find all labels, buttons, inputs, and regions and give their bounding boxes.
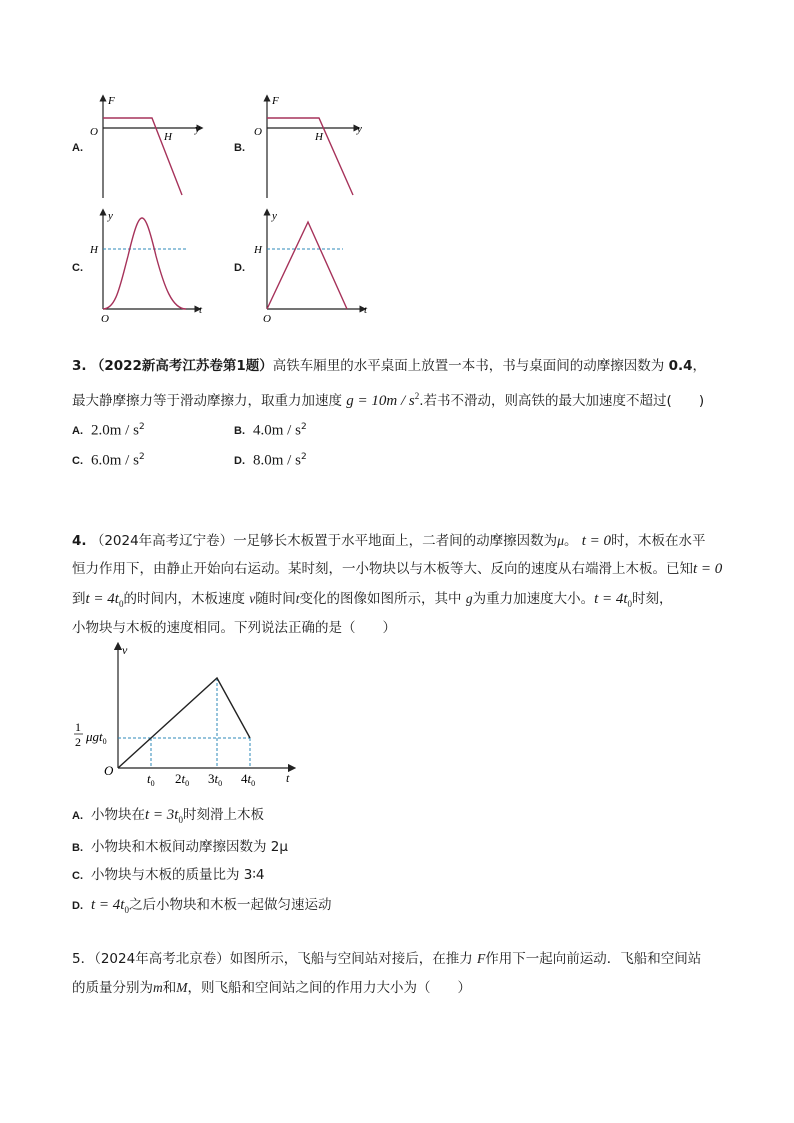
origin-label: O [254, 126, 262, 138]
v-axis-label: v [122, 643, 128, 657]
q5-number: 5． [72, 951, 95, 967]
q3-text-2: 最大静摩擦力等于滑动摩擦力，取重力加速度 [72, 393, 342, 409]
axis-label-y: y [272, 210, 277, 222]
option-b-label[interactable]: B. [234, 142, 245, 154]
graph-option-a [88, 90, 218, 200]
origin-label: O [263, 313, 271, 324]
force-curve [267, 118, 353, 195]
y-tick-frac-den: 2 [75, 735, 81, 749]
q4-line-2: 恒力作用下，由静止开始向右运动。某时刻，一小物块以与木板等大、反向的速度从右端滑上木板。已知t = 0 [72, 561, 723, 577]
axis-label-y: y [195, 123, 200, 135]
q3-text-3: .若书不滑动，则高铁的最大加速度不超过( ) [419, 393, 705, 409]
q3-line-2 [72, 382, 704, 416]
q5-line-1: 5．（2024年高考北京卷）如图所示，飞船与空间站对接后，在推力 F作用下一起向前运动．飞船和空间站 [72, 951, 702, 967]
position-curve [103, 218, 186, 309]
q4-number: 4. [72, 533, 87, 549]
option-d-label[interactable]: D. [234, 262, 245, 274]
q4-option-a[interactable]: A. 小物块在$t = 3t_0$时刻滑上木板 [72, 807, 264, 825]
origin-label: O [104, 763, 114, 778]
q4-source: （2024年高考辽宁卷） [90, 533, 234, 549]
q3-option-c[interactable]: C. $6.0m / s^2$ [72, 452, 145, 469]
height-h-label: H [90, 244, 98, 256]
origin-label: O [101, 313, 109, 324]
axis-label-t: t [199, 304, 203, 316]
q4-option-b[interactable]: B. 小物块和木板间动摩擦因数为 2μ [72, 839, 288, 855]
x-tick-label-2: $2t_0$ [175, 771, 190, 788]
x-tick-label-1: $t_0$ [147, 771, 155, 788]
axis-label-f: F [108, 95, 115, 107]
axis-label-y: y [357, 123, 362, 135]
q4-line-4: 小物块与木板的速度相同。下列说法正确的是（ ） [72, 620, 396, 636]
q3-number: 3. [72, 358, 87, 374]
x-tick-label-4: $4t_0$ [241, 771, 256, 788]
force-curve [103, 118, 182, 195]
axis-label-t: t [364, 304, 368, 316]
q3-option-a[interactable]: A. $2.0m / s^2$ [72, 422, 145, 439]
position-curve [267, 222, 347, 309]
option-c-label[interactable]: C. [72, 262, 83, 274]
velocity-time-chart [70, 640, 310, 790]
q3-line-1: 3. （2022新高考江苏卷第1题）高铁车厢里的水平桌面上放置一本书，书与桌面间的动摩擦因数为 0.4， [72, 358, 707, 374]
q4-option-c[interactable]: C. 小物块与木板的质量比为 3∶4 [72, 867, 265, 883]
q3-text-1: 高铁车厢里的水平桌面上放置一本书，书与桌面间的动摩擦因数为 [272, 358, 665, 374]
y-tick-label: μgt$_0$ [86, 729, 107, 746]
axis-label-y: y [108, 210, 113, 222]
origin-label: O [90, 126, 98, 138]
point-h-label: H [315, 131, 323, 143]
x-tick-label-3: $3t_0$ [208, 771, 223, 788]
q3-source: （2022新高考江苏卷第1题） [90, 358, 273, 374]
graph-option-d [253, 206, 383, 324]
q3-option-d[interactable]: D. $8.0m / s^2$ [234, 452, 307, 469]
graph-option-c [88, 206, 218, 324]
q3-g-expr: $g = 10m / s^2$ [346, 391, 420, 409]
point-h-label: H [164, 131, 172, 143]
q4-option-d[interactable]: D. $t = 4t_0$之后小物块和木板一起做匀速运动 [72, 897, 332, 915]
t-axis-label: t [286, 771, 290, 785]
q5-line-2: 的质量分别为m和M，则飞船和空间站之间的作用力大小为（ ） [72, 980, 471, 996]
q4-line-3: 到$t = 4t_0$的时间内，木板速度 v随时间t变化的图像如图所示，其中 g为重力加速度大小。$t = 4t_0$时刻， [72, 591, 673, 609]
graph-option-b [253, 90, 383, 200]
velocity-curve [118, 678, 250, 768]
height-h-label: H [254, 244, 262, 256]
q5-source: （2024年高考北京卷） [94, 951, 230, 967]
option-a-label[interactable]: A. [72, 142, 83, 154]
q3-option-b[interactable]: B. $4.0m / s^2$ [234, 422, 307, 439]
q4-line-1: 4. （2024年高考辽宁卷）一足够长木板置于水平地面上，二者间的动摩擦因数为μ。 t = 0时，木板在水平 [72, 533, 706, 549]
axis-label-f: F [272, 95, 279, 107]
y-tick-frac-num: 1 [75, 720, 81, 734]
q3-mu-value: 0.4 [668, 358, 693, 374]
